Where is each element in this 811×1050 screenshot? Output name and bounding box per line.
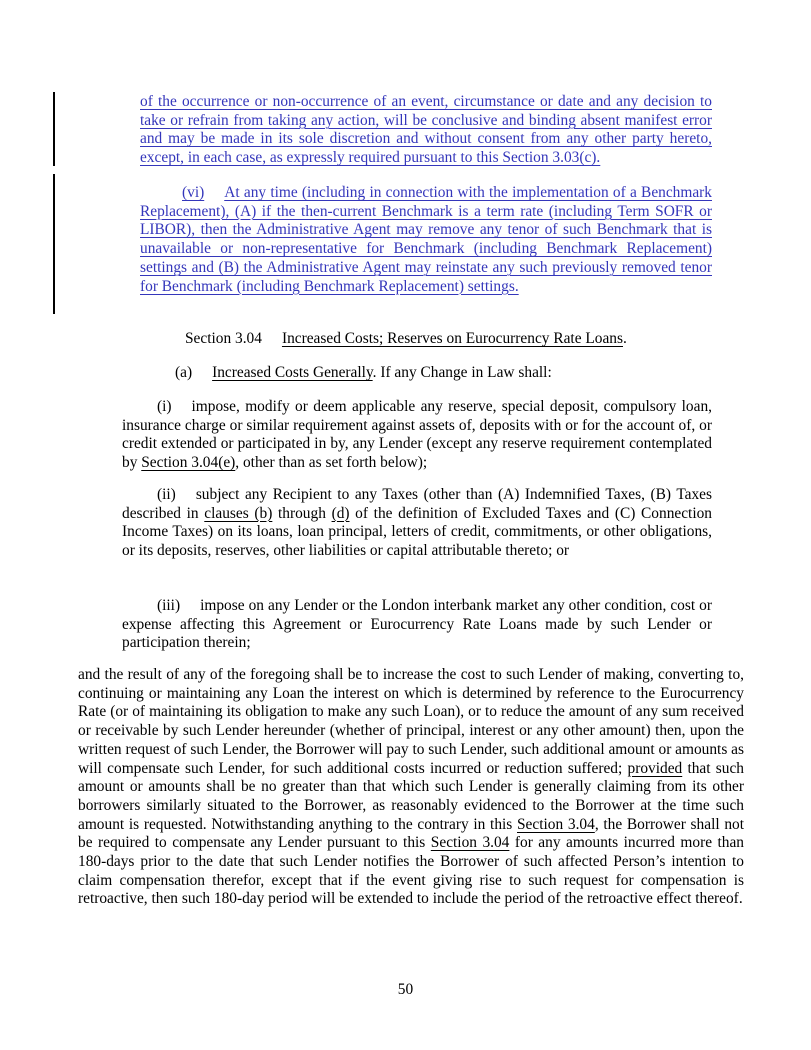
clause-iii: (iii) impose on any Lender or the London interbank market any other condition, cost or expense affecting this Agreement or Eurocurrency Rate Loans made by such Lender or participation therein; (122, 597, 712, 652)
section-heading-3-04: Section 3.04 Increased Costs; Reserves on Eurocurrency Rate Loans. (185, 330, 627, 347)
flush-paragraph-result-of-foregoing: and the result of any of the foregoing shall be to increase the cost to such Lender of making, converting to, continuing or maintaining any Loan the interest on which is determined by reference to the Eurocurrency Rate (or of maintaining its obligation to make any such Loan), or to reduce the amount of any sum received or receivable by such Lender hereunder (whether of principal, interest or any other amount) then, upon the written request of such Lender, the Borrower will pay to such Lender, such additional amount or amounts as will compensate such Lender, for such additional costs incurred or reduction suffered; provided that such amount or amounts shall be no greater than that which such Lender is generally claiming from its other borrowers similarly situated to the Borrower, as reasonably evidenced to the Borrower at the time such amount is requested. Notwithstanding anything to the contrary in this Section 3.04, the Borrower shall not be required to compensate any Lender pursuant to this Section 3.04 for any amounts incurred more than 180-days prior to the date that such Lender notifies the Borrower of such affected Person’s intention to claim compensation therefor, except that if the event giving rise to such request for compensation is retroactive, then such 180-day period will be extended to include the period of the retroactive effect thereof. (78, 666, 745, 908)
revision-change-bar (53, 174, 55, 314)
clause-i: (i) impose, modify or deem applicable any reserve, special deposit, compulsory loan, insurance charge or similar requirement against assets of, deposits with or for the account of, or credit extended or participated in by, any Lender (except any reserve requirement contemplated by Section 3.04(e), other than as set forth below); (122, 398, 712, 472)
clause-ii: (ii) subject any Recipient to any Taxes (other than (A) Indemnified Taxes, (B) Taxes described in clauses (b) through (d) of the definition of Excluded Taxes and (C) Connection Income Taxes) on its loans, loan principal, letters of credit, commitments, or other obligations, or its deposits, reserves, other liabilities or capital attributable thereto; or (122, 486, 713, 560)
page-number: 50 (397, 981, 414, 998)
inserted-clause-vi: (vi) At any time (including in connection with the implementation of a Benchmark Replacement), (A) if the then-current Benchmark is a term rate (including Term SOFR or LIBOR), then the Administrative Agent may remove any tenor of such Benchmark that is unavailable or non-representative for Benchmark (including Benchmark Replacement) settings and (B) the Administrative Agent may reinstate any such previously removed tenor for Benchmark (including Benchmark Replacement) settings. (140, 184, 712, 295)
inserted-paragraph-continuation: of the occurrence or non-occurrence of an event, circumstance or date and any decision to take or refrain from taking any action, will be conclusive and binding absent manifest error and may be made in its sole discretion and without consent from any other party hereto, except, in each case, as expressly required pursuant to this Section 3.03(c). (140, 93, 712, 167)
paragraph-a-increased-costs-generally: (a) Increased Costs Generally. If any Change in Law shall: (175, 364, 552, 381)
revision-change-bar (53, 92, 55, 166)
